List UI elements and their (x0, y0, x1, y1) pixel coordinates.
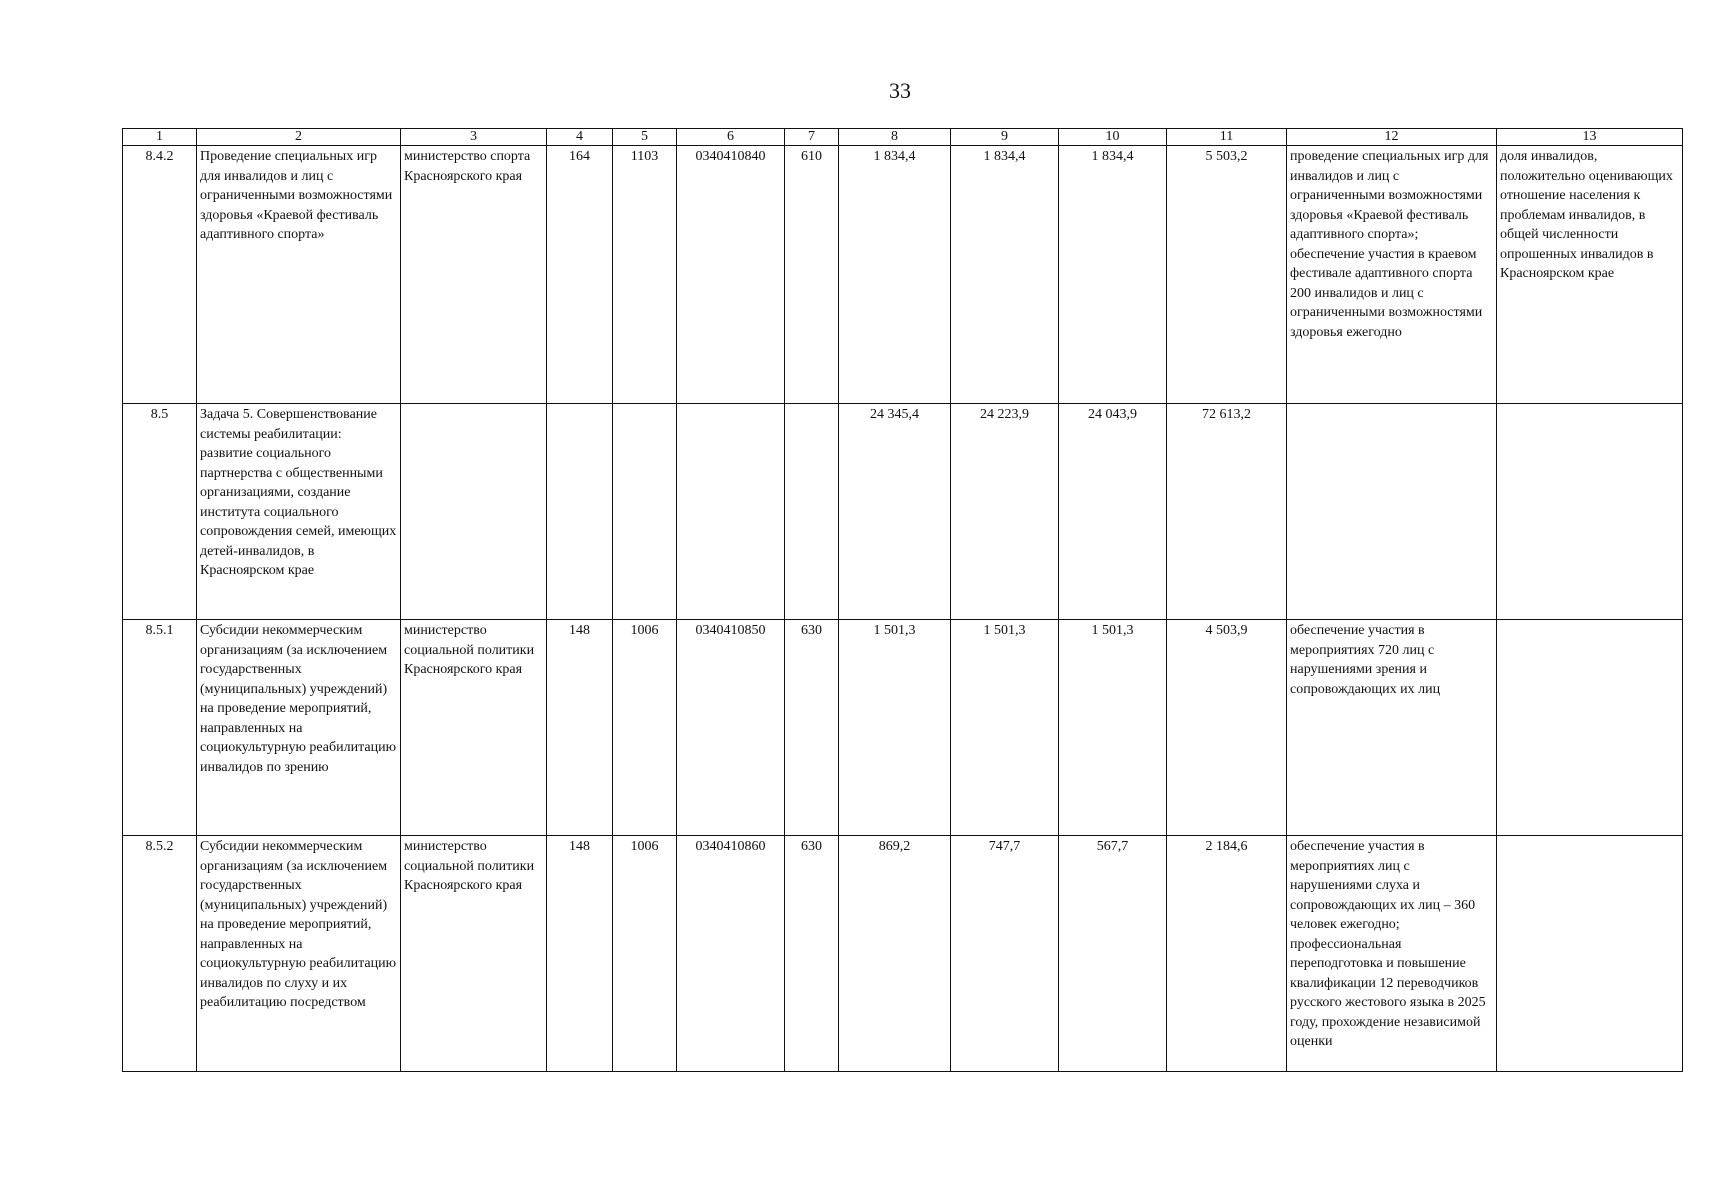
amount-year-3: 1 501,3 (1059, 620, 1167, 836)
code-csr (677, 404, 785, 620)
amount-year-3: 1 834,4 (1059, 146, 1167, 404)
code-csr: 0340410850 (677, 620, 785, 836)
page-number: 33 (889, 78, 911, 103)
amount-year-2: 747,7 (951, 836, 1059, 1072)
column-header: 10 (1059, 129, 1167, 146)
amount-year-2: 1 834,4 (951, 146, 1059, 404)
measure-name: Задача 5. Совершенствование системы реабилитации: развитие социального партнерства с общественными организациями, создание института социального сопровождения семей, имеющих детей-инвалидов, в Красноярском крае (197, 404, 401, 620)
responsible-executor: министерство спорта Красноярского края (401, 146, 547, 404)
code-vr: 630 (785, 836, 839, 1072)
table-row (123, 620, 1683, 836)
expected-result: обеспечение участия в мероприятиях лиц с нарушениями слуха и сопровождающих их лиц – 360 человек ежегодно; профессиональная переподготовка и повышение квалификации 12 переводчиков русского жестового языка в 2025 году, прохождение независимой оценки (1287, 836, 1497, 1072)
program-table (122, 128, 1683, 1072)
amount-total: 5 503,2 (1167, 146, 1287, 404)
target-indicator (1497, 620, 1683, 836)
responsible-executor (401, 404, 547, 620)
target-indicator (1497, 836, 1683, 1072)
code-grbs (547, 404, 613, 620)
code-vr: 630 (785, 620, 839, 836)
table-row (123, 404, 1683, 620)
column-header: 6 (677, 129, 785, 146)
target-indicator: доля инвалидов, положительно оценивающих отношение населения к проблемам инвалидов, в общей численности опрошенных инвалидов в Красноярском крае (1497, 146, 1683, 404)
target-indicator (1497, 404, 1683, 620)
row-number: 8.5 (123, 404, 197, 620)
responsible-executor: министерство социальной политики Красноярского края (401, 836, 547, 1072)
expected-result: обеспечение участия в мероприятиях 720 лиц с нарушениями зрения и сопровождающих их лиц (1287, 620, 1497, 836)
amount-total: 72 613,2 (1167, 404, 1287, 620)
amount-year-3: 24 043,9 (1059, 404, 1167, 620)
amount-total: 4 503,9 (1167, 620, 1287, 836)
measure-name: Субсидии некоммерческим организациям (за исключением государственных (муниципальных) учреждений) на проведение мероприятий, направленных на социокультурную реабилитацию инвалидов по слуху и их реабилитацию посредством (197, 836, 401, 1072)
code-rzpr: 1006 (613, 836, 677, 1072)
row-number: 8.5.2 (123, 836, 197, 1072)
column-header: 4 (547, 129, 613, 146)
row-number: 8.4.2 (123, 146, 197, 404)
column-header: 3 (401, 129, 547, 146)
column-number-row (123, 129, 1683, 146)
column-header: 9 (951, 129, 1059, 146)
table-row (123, 146, 1683, 404)
amount-year-2: 24 223,9 (951, 404, 1059, 620)
amount-year-2: 1 501,3 (951, 620, 1059, 836)
table-row (123, 836, 1683, 1072)
row-number: 8.5.1 (123, 620, 197, 836)
code-grbs: 148 (547, 836, 613, 1072)
expected-result: проведение специальных игр для инвалидов и лиц с ограниченными возможностями здоровья «Краевой фестиваль адаптивного спорта»; обеспечение участия в краевом фестивале адаптивного спорта 200 инвалидов и лиц с ограниченными возможностями здоровья ежегодно (1287, 146, 1497, 404)
column-header: 12 (1287, 129, 1497, 146)
code-vr (785, 404, 839, 620)
code-vr: 610 (785, 146, 839, 404)
measure-name: Субсидии некоммерческим организациям (за исключением государственных (муниципальных) учреждений) на проведение мероприятий, направленных на социокультурную реабилитацию инвалидов по зрению (197, 620, 401, 836)
amount-year-1: 1 501,3 (839, 620, 951, 836)
column-header: 5 (613, 129, 677, 146)
column-header: 11 (1167, 129, 1287, 146)
code-rzpr (613, 404, 677, 620)
code-rzpr: 1103 (613, 146, 677, 404)
code-rzpr: 1006 (613, 620, 677, 836)
amount-year-1: 869,2 (839, 836, 951, 1072)
code-csr: 0340410860 (677, 836, 785, 1072)
amount-year-3: 567,7 (1059, 836, 1167, 1072)
column-header: 8 (839, 129, 951, 146)
code-grbs: 148 (547, 620, 613, 836)
code-grbs: 164 (547, 146, 613, 404)
amount-year-1: 24 345,4 (839, 404, 951, 620)
column-header: 1 (123, 129, 197, 146)
column-header: 13 (1497, 129, 1683, 146)
amount-total: 2 184,6 (1167, 836, 1287, 1072)
measure-name: Проведение специальных игр для инвалидов и лиц с ограниченными возможностями здоровья «Краевой фестиваль адаптивного спорта» (197, 146, 401, 404)
column-header: 2 (197, 129, 401, 146)
code-csr: 0340410840 (677, 146, 785, 404)
amount-year-1: 1 834,4 (839, 146, 951, 404)
column-header: 7 (785, 129, 839, 146)
responsible-executor: министерство социальной политики Красноярского края (401, 620, 547, 836)
expected-result (1287, 404, 1497, 620)
